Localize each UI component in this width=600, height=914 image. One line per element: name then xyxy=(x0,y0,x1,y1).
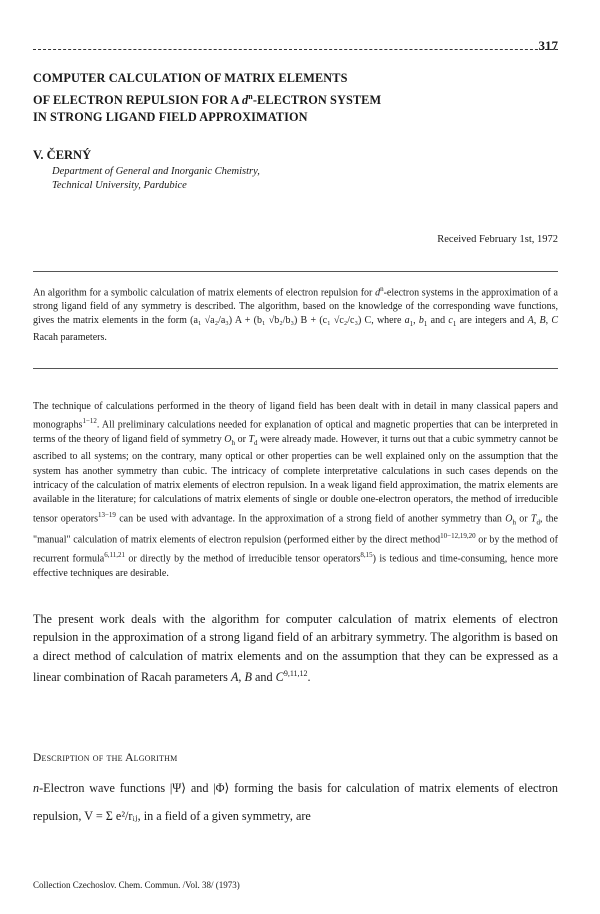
title-line-3: IN STRONG LIGAND FIELD APPROXIMATION xyxy=(33,110,308,125)
footer-citation: Collection Czechoslov. Chem. Commun. /Vol. 38/ (1973) xyxy=(33,880,240,890)
abstract-rule-top xyxy=(33,271,558,272)
intro-paragraph: The technique of calculations performed in the theory of ligand field has been dealt with in detail in many classical papers and monographs$^{1-12}$. All preliminary calculations needed for explanation of optical and magnetic properties that can be interpreted in terms of the theory of ligand field of symmetry $O_h$ or $T_d$ were already made. However, it turns out that a cubic symmetry cannot be ascribed to all systems; on the contrary, many optical or other properties can be well explained only on the assumption that the system has another symmetry than cubic. The intricacy of complete interpretative calculations in such cases depends on the intricacy of the calculation of matrix elements of electron repulsion. In a weak ligand field approximation, the matrix elements are available in the literature; for calculations of matrix elements of single or double one-electron operators, the method of irreducible tensor operators$^{13-19}$ can be used with advantage. In the approximation of a strong field of another symmetry than $O_h$ or $T_d$, the "manual" calculation of matrix elements of electron repulsion (performed either by the direct method$^{10-12,19,20}$ or by the method of recurrent formula$^{6,11,21}$ or directly by the method of irreducible tensor operators$^{8,15}$) is tedious and time-consuming, hence more effective techniques are desirable. xyxy=(33,401,558,579)
abstract-formula: (a₁ √a₂/a₃) A + (b₁ √b₂/b₃) B + (c₁ √c₂/c₃) C xyxy=(190,314,372,326)
present-work-paragraph: The present work deals with the algorithm for computer calculation of matrix elements of electron repulsion in the approximation of a strong ligand field of an arbitrary symmetry. The algorithm is based on a direct method of calculation of matrix elements and on the assumption that they can be expressed as a linear combination of Racah parameters A, B and C$^{9,11,12}$. xyxy=(33,612,558,684)
repulsion-operator: V = Σ e²/rᵢⱼ xyxy=(84,809,138,823)
title-line-2: OF ELECTRON REPULSION FOR A $d^n$-ELECTRON SYSTEM xyxy=(33,91,382,107)
abstract: An algorithm for a symbolic calculation of matrix elements of electron repulsion for $d^n$-electron systems in the approximation of a strong ligand field of any symmetry is described. The algorithm, based on the knowledge of the corresponding wave functions, gives the matrix elements in the form (a₁ √a₂/a₃) A + (b₁ √b₂/b₃) B + (c₁ √c₂/c₃) C, where $a_1$, $b_1$ and $c_1$ are integers and A, B, C Racah parameters. xyxy=(33,285,559,344)
paper-title xyxy=(33,70,558,127)
received-date: Received February 1st, 1972 xyxy=(437,234,558,245)
title-line-1: COMPUTER CALCULATION OF MATRIX ELEMENTS xyxy=(33,71,348,85)
page-number: 317 xyxy=(538,38,558,53)
section-heading: Description of the Algorithm xyxy=(33,752,178,764)
section-text: n-Electron wave functions |Ψ⟩ and |Φ⟩ forming the basis for calculation of matrix elements of electron repulsion, V = Σ e²/rᵢⱼ, in a field of a given symmetry, are xyxy=(33,781,558,823)
affiliation: Department of General and Inorganic Chemistry, Technical University, Pardubice xyxy=(52,166,260,191)
header-rule xyxy=(33,49,558,50)
abstract-rule-bottom xyxy=(33,368,558,369)
author: V. ČERNÝ xyxy=(33,148,92,162)
